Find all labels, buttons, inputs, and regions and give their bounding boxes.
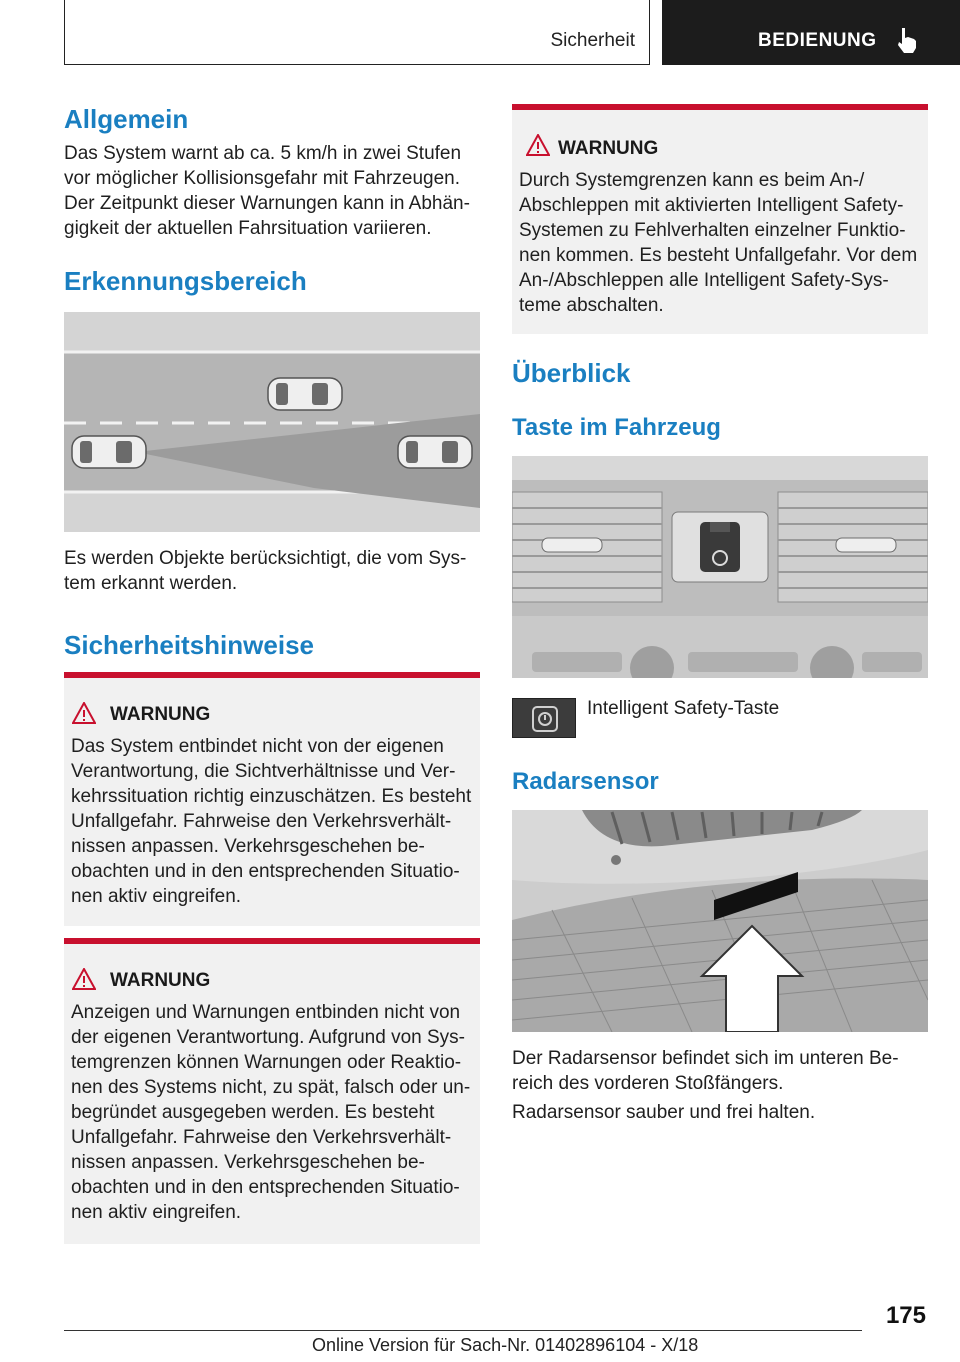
- warning-line: Abschleppen mit aktivierten Intelligent Safety-: [519, 195, 904, 216]
- warning-line: kehrssituation richtig einzuschätzen. Es besteht: [71, 786, 472, 807]
- warning-text: [519, 168, 924, 318]
- allgemein-line: Das System warnt ab ca. 5 km/h in zwei Stufen: [64, 143, 462, 164]
- erkennungsbereich-heading: Erkennungsbereich: [64, 266, 307, 296]
- warning-box: [512, 104, 928, 334]
- warning-line: Unfallgefahr. Fahrweise den Verkehrsverhält-: [71, 1127, 452, 1148]
- warning-line: nen aktiv eingreifen.: [71, 1202, 242, 1223]
- intelligent-safety-button-icon: [512, 698, 576, 738]
- warning-line: Durch Systemgrenzen kann es beim An-/: [519, 170, 865, 191]
- warning-title: WARNUNG: [110, 970, 211, 991]
- allgemein-line: gigkeit der aktuellen Fahrsituation variieren.: [64, 218, 432, 239]
- car-icon-ahead: [268, 378, 342, 410]
- warning-line: Das System entbindet nicht von der eigenen: [71, 736, 444, 757]
- detection-area-illustration: [64, 312, 480, 532]
- warning-line: nen des Systems nicht, zu spät, falsch oder un-: [71, 1077, 471, 1098]
- ueberblick-heading: Überblick: [512, 358, 631, 388]
- footer-online-version: Online Version für Sach-Nr. 01402896104 - X/18: [312, 1335, 699, 1355]
- radar-line: Der Radarsensor befindet sich im unteren Be-: [512, 1048, 899, 1069]
- warning-box: [64, 938, 480, 1244]
- footer-divider: [64, 1330, 862, 1331]
- car-icon-front: [398, 436, 472, 468]
- header-chapter-tab[interactable]: [662, 0, 960, 65]
- page-number: 175: [885, 1302, 926, 1329]
- warning-line: nissen anpassen. Verkehrsgeschehen be-: [71, 836, 425, 857]
- allgemein-line: Der Zeitpunkt dieser Warnungen kann in Abhän-: [64, 193, 470, 214]
- intelligent-safety-label: Intelligent Safety-Taste: [587, 698, 780, 719]
- warning-title: WARNUNG: [110, 704, 211, 725]
- erkennungsbereich-paragraph: [64, 546, 480, 596]
- warning-line: nen kommen. Es besteht Unfallgefahr. Vor dem: [519, 245, 918, 266]
- sicherheitshinweise-heading: Sicherheitshinweise: [64, 630, 314, 660]
- warning-line: der eigenen Verantwortung. Aufgrund von Sys-: [71, 1027, 465, 1048]
- radarsensor-heading: Radarsensor: [512, 768, 659, 795]
- erkennung-line: Es werden Objekte berücksichtigt, die vom Sys-: [64, 548, 467, 569]
- allgemein-paragraph: [64, 141, 480, 241]
- allgemein-line: vor möglicher Kollisionsgefahr mit Fahrzeugen.: [64, 168, 461, 189]
- warning-line: begründet ausgegeben werden. Es besteht: [71, 1102, 435, 1123]
- radar-sensor-photo: [512, 810, 928, 1032]
- header-section-box: [64, 0, 650, 65]
- warning-line: Unfallgefahr. Fahrweise den Verkehrsverhält-: [71, 811, 452, 832]
- header-section-label: Sicherheit: [550, 30, 635, 51]
- warning-triangle-icon: [72, 968, 96, 990]
- warning-triangle-icon: [526, 134, 550, 156]
- taste-im-fahrzeug-heading: Taste im Fahrzeug: [512, 414, 721, 441]
- warning-text: [71, 734, 476, 909]
- warning-line: obachten und in den entsprechenden Situatio-: [71, 1177, 460, 1198]
- dashboard-button-photo: [512, 456, 928, 678]
- warning-line: Systemen zu Fehlverhalten einzelner Funktio-: [519, 220, 906, 241]
- warning-line: Anzeigen und Warnungen entbinden nicht von: [71, 1002, 461, 1023]
- pointing-hand-icon: [896, 26, 918, 54]
- warning-line: An-/Abschleppen alle Intelligent Safety-Sys-: [519, 270, 889, 291]
- warning-box: [64, 672, 480, 926]
- warning-text: [71, 1000, 476, 1225]
- car-icon-own: [72, 436, 146, 468]
- warning-line: Verantwortung, die Sichtverhältnisse und Ver-: [71, 761, 456, 782]
- radar-line: reich des vorderen Stoßfängers.: [512, 1073, 784, 1094]
- warning-line: nen aktiv eingreifen.: [71, 886, 242, 907]
- warning-line: nissen anpassen. Verkehrsgeschehen be-: [71, 1152, 425, 1173]
- allgemein-heading: Allgemein: [64, 104, 189, 134]
- warning-title: WARNUNG: [558, 138, 659, 159]
- chapter-tab-label: BEDIENUNG: [758, 30, 877, 51]
- warning-line: obachten und in den entsprechenden Situatio-: [71, 861, 460, 882]
- erkennung-line: tem erkannt werden.: [64, 573, 238, 594]
- radarsensor-paragraph: [512, 1046, 928, 1096]
- warning-triangle-icon: [72, 702, 96, 724]
- radarsensor-note: Radarsensor sauber und frei halten.: [512, 1102, 816, 1123]
- warning-line: teme abschalten.: [519, 295, 664, 316]
- warning-line: temgrenzen können Warnungen oder Reaktio-: [71, 1052, 462, 1073]
